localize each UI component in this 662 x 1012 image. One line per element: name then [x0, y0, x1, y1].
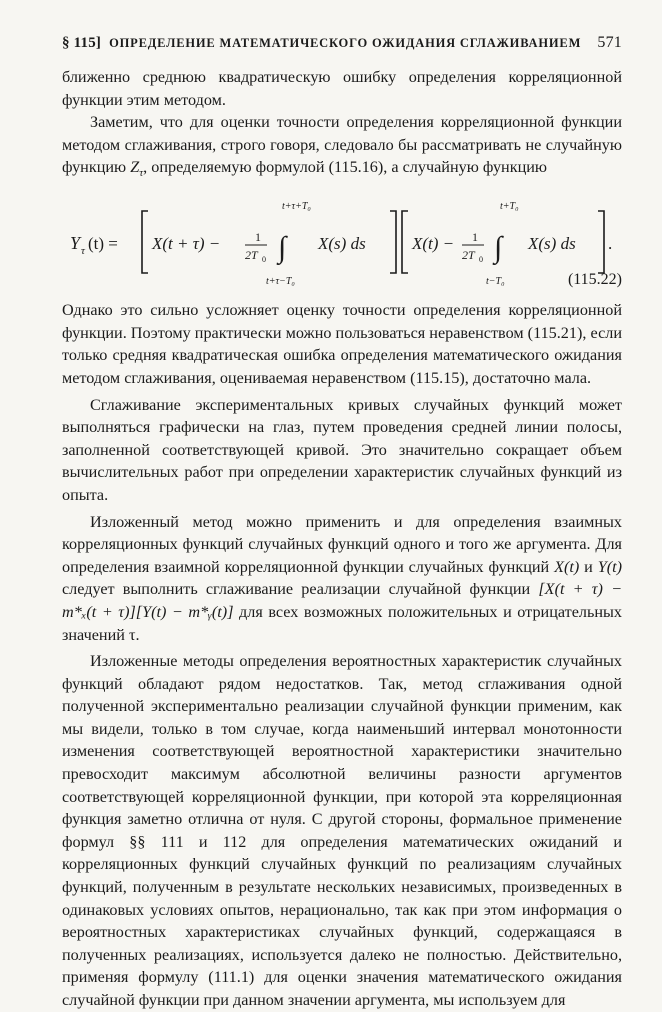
eq-int2-upper: t+T₀	[500, 201, 519, 213]
eq-int2-lower: t−T₀	[486, 276, 505, 288]
eq-frac1-num: 1	[255, 230, 261, 245]
page-number: 571	[597, 34, 622, 51]
eq-bracket-open-1	[142, 211, 148, 273]
eq-lhs-arg: (t) =	[88, 234, 118, 254]
header-section: § 115]	[62, 35, 102, 51]
eq-frac1-den-sub: 0	[262, 255, 266, 265]
symbol-x-of-t: X(t)	[554, 557, 580, 576]
eq-int1-upper: t+τ+T₀	[282, 201, 311, 213]
equation-number: (115.22)	[567, 271, 622, 289]
paragraph-4: Сглаживание экспериментальных кривых случайных функций может выполняться графически на глаз, путем проведения средней линии полосы, заполненной соответствующей кривой. Это значительно сокращает объем вычислительных работ при определении характеристик случайных функций из опыта.	[62, 395, 622, 504]
symbol-y-of-t: Y(t)	[597, 557, 622, 576]
symbol-z: Z	[130, 158, 140, 177]
paragraph-5: Изложенный метод можно применить и для определения взаимных корреляционных функций случайных функций одного и того же аргумента. Для определения взаимной корреляционной функции случайных функций X(t) и Y(t) следует выполнить сглаживание реализации случайной функции [X(t + τ) − m*ₓ(t + τ)][Y(t) − m*ᵧ(t)] для всех возможных положительных и отрицательных значений τ.	[62, 512, 622, 644]
eq-frac2-den: 2T	[462, 248, 475, 263]
eq-integral-1: ∫	[278, 231, 287, 265]
eq-integral-2: ∫	[494, 231, 503, 265]
eq-bracket-open-2	[402, 211, 408, 273]
eq-frac2-den-sub: 0	[479, 255, 483, 265]
eq-integrand-2: X(s) ds	[528, 234, 576, 254]
paragraph-1: ближенно среднюю квадратическую ошибку определения корреляционной функции этим методом.	[62, 68, 622, 109]
eq-end-period: .	[608, 234, 613, 254]
eq-frac2-num: 1	[472, 230, 478, 245]
eq-int1-lower: t+τ−T₀	[266, 276, 295, 288]
eq-part1: X(t + τ) −	[152, 234, 221, 254]
inline-formula: [X(t + τ) − m*ₓ(t + τ)][Y(t) − m*ᵧ(t)]	[62, 580, 622, 621]
symbol-z-subscript: τ	[139, 167, 144, 180]
book-page	[62, 34, 622, 1012]
paragraph-6: Изложенные методы определения вероятностных характеристик случайных функций обладают рядом недостатков. Так, метод сглаживания одной полученной экспериментально реализации случайной функции применим, как мы видели, только в том случае, когда наименьший интервал монотонности изменения соответствующей вероятностной характеристики значительно превосходит максимум абсолютной величины разности аргументов соответствующей корреляционной функции, при которой эта корреляционная функция заметно отлична от нуля. С другой стороны, формальное применение формул §§ 111 и 112 для определения математических ожиданий и корреляционных функций случайных функций по реализациям случайных функций, полученным в результате нескольких независимых, произведенных в одинаковых условиях опытов, нерационально, так как при этом информация о вероятностных характеристиках случайных функций, содержащаяся в полученных реализациях, используется далеко не полностью. Действительно, применяя формулу (111.1) для оценки значения математического ожидания случайной функции при данном значении аргумента, мы используем для	[62, 652, 622, 1010]
eq-lhs: Y	[70, 233, 81, 254]
equation-115-22	[62, 189, 622, 299]
eq-integrand-1: X(s) ds	[318, 234, 366, 254]
eq-bracket-close-1	[390, 211, 396, 273]
paragraph-2: Заметим, что для оценки точности определения корреляционной функции методом сглаживания, строго говоря, следовало бы рассматривать не случайную функцию $Z_\tau$, определяемую формулой (115.16), а случайную функцию	[62, 113, 622, 180]
paragraph-3: Однако это сильно усложняет оценку точности определения корреляционной функции. Поэтому практически можно пользоваться неравенством (115.21), если только средняя квадратическая ошибка определения математического ожидания методом сглаживания, оцениваемая неравенством (115.15), достаточно мала.	[62, 301, 622, 387]
eq-frac1-den: 2T	[245, 248, 258, 263]
running-header	[62, 34, 622, 52]
eq-bracket-close-2	[598, 211, 604, 273]
eq-lhs-sub: τ	[81, 245, 85, 258]
equation-graphic	[62, 189, 622, 299]
header-title: ОПРЕДЕЛЕНИЕ МАТЕМАТИЧЕСКОГО ОЖИДАНИЯ СГЛАЖИВАНИЕМ	[109, 36, 582, 50]
eq-part2: X(t) −	[412, 234, 455, 254]
